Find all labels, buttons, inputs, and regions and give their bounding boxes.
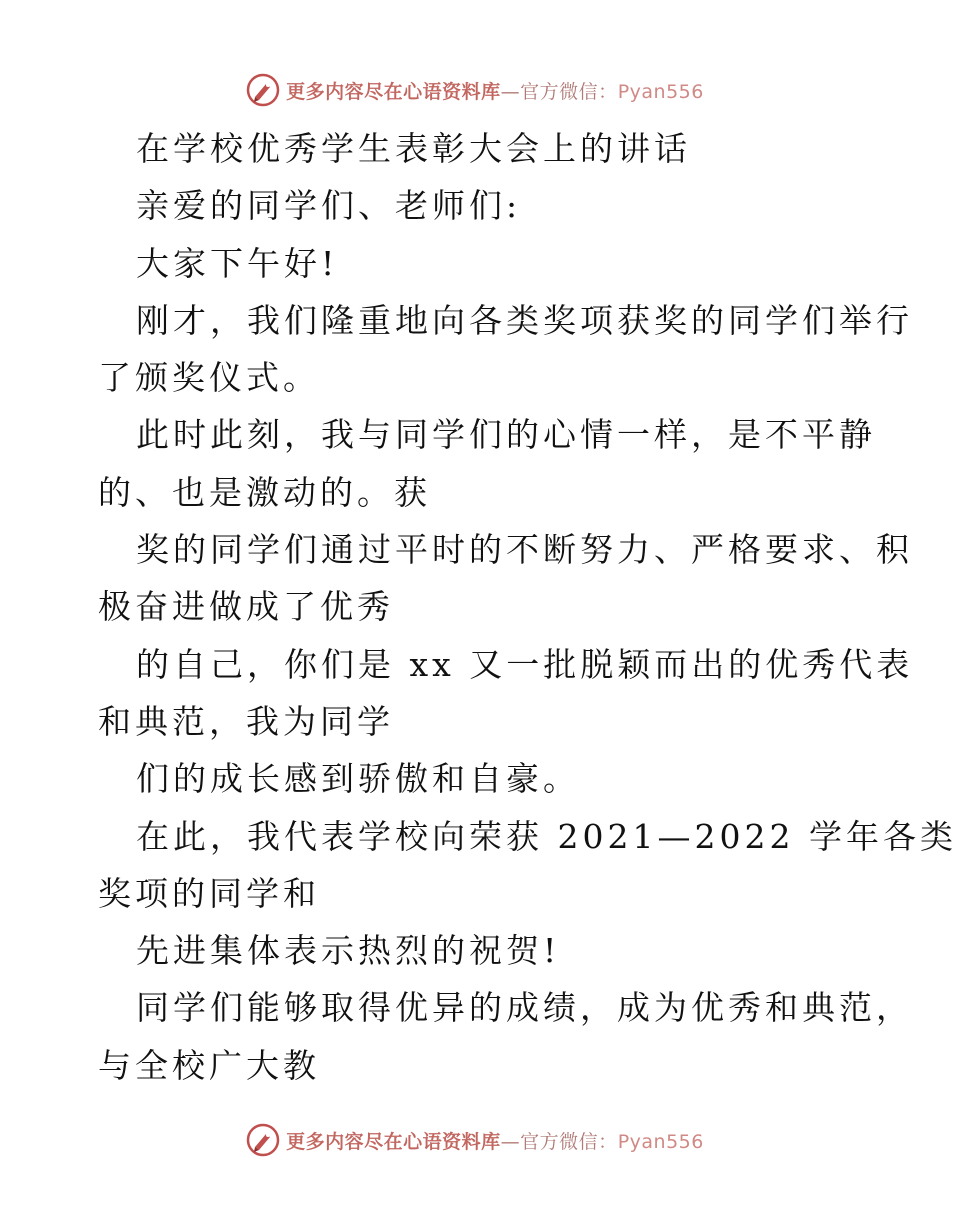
paragraph-line: 在此，我代表学校向荣获 2021—2022 学年各类 — [136, 816, 957, 856]
paragraph-line: 与全校广大教 — [98, 1045, 320, 1085]
paragraph-line: 的、也是激动的。获 — [98, 472, 431, 512]
paragraph-line: 了颁奖仪式。 — [98, 358, 320, 398]
paragraph-line: 同学们能够取得优异的成绩，成为优秀和典范， — [136, 988, 913, 1028]
paragraph-line: 奖的同学们通过平时的不断努力、严格要求、积 — [136, 530, 913, 570]
watermark-text — [286, 1127, 704, 1154]
salutation: 亲爱的同学们、老师们: — [136, 186, 522, 226]
watermark-prefix: 更多内容尽在心语资料库 — [286, 1130, 501, 1153]
paragraph-line: 和典范，我为同学 — [98, 701, 394, 741]
greeting: 大家下午好! — [136, 243, 339, 283]
watermark-wechat-label: 官方微信： — [520, 1130, 618, 1153]
watermark-prefix: 更多内容尽在心语资料库 — [286, 80, 501, 103]
paragraph-line: 奖项的同学和 — [98, 873, 320, 913]
paragraph-line: 此时此刻，我与同学们的心情一样，是不平静 — [136, 415, 876, 455]
paragraph-line: 的自己，你们是 xx 又一批脱颖而出的优秀代表 — [136, 644, 914, 684]
paragraph-line: 们的成长感到骄傲和自豪。 — [136, 759, 580, 799]
watermark-wechat-id: Pyan556 — [617, 80, 704, 103]
watermark-wechat-label: 官方微信： — [520, 80, 618, 103]
watermark-dash: — — [500, 1130, 521, 1153]
paragraph-line: 刚才，我们隆重地向各类奖项获奖的同学们举行 — [136, 300, 913, 340]
paragraph-line: 极奋进做成了优秀 — [98, 587, 394, 627]
watermark-dash: — — [500, 80, 521, 103]
pen-logo-icon — [246, 73, 280, 107]
paragraph-line: 先进集体表示热烈的祝贺! — [136, 931, 561, 971]
footer-watermark — [0, 1120, 950, 1160]
pen-logo-icon — [246, 1123, 280, 1157]
watermark-text — [286, 77, 704, 104]
watermark-wechat-id: Pyan556 — [617, 1130, 704, 1153]
document-title: 在学校优秀学生表彰大会上的讲话 — [136, 129, 691, 168]
header-watermark — [0, 70, 950, 110]
document-body — [98, 120, 957, 1094]
